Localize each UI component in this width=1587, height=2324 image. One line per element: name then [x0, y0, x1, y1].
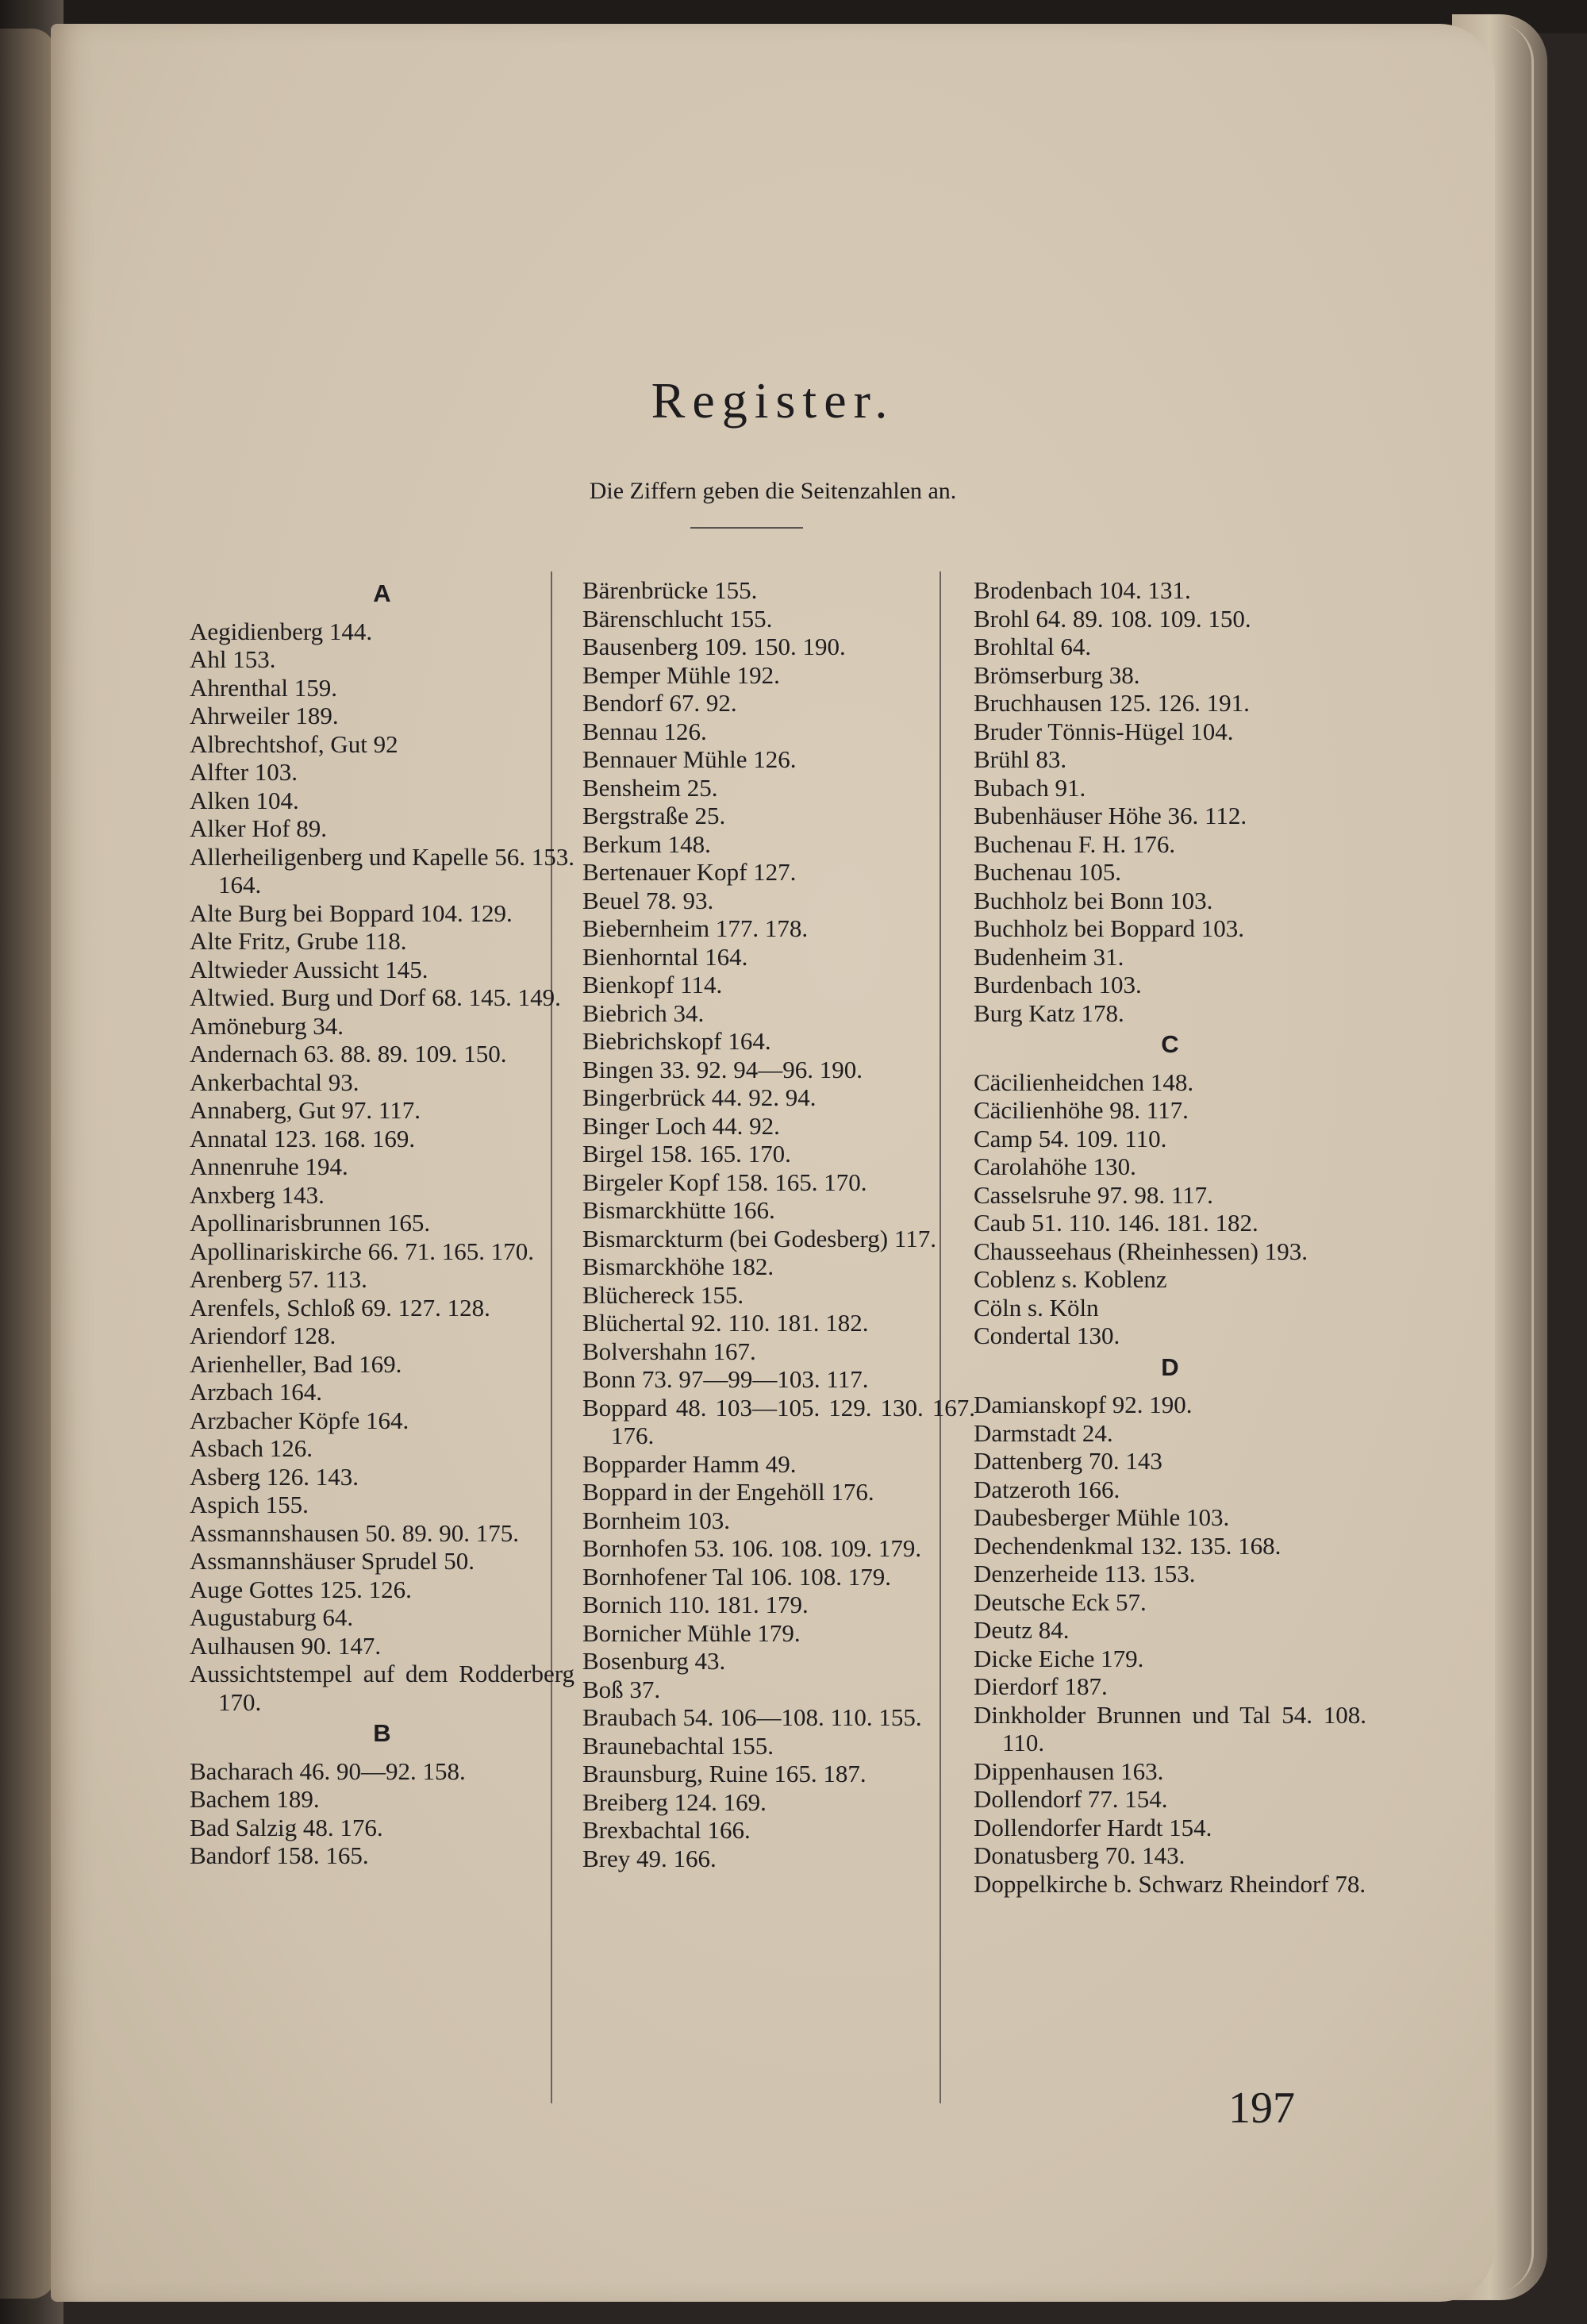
index-entry: Brömserburg 38.: [974, 660, 1140, 689]
index-entry: Boppard 48. 103—105. 129. 130. 167. 176.: [582, 1393, 975, 1449]
index-entry: Buchenau F. H. 176.: [974, 829, 1176, 858]
index-entry: Dinkholder Brunnen und Tal 54. 108. 110.: [974, 1700, 1366, 1756]
index-entry: Aulhausen 90. 147.: [190, 1631, 382, 1660]
index-entry: Brohl 64. 89. 108. 109. 150.: [974, 604, 1251, 633]
index-entry: Cäcilienheidchen 148.: [974, 1068, 1194, 1096]
index-entry: Bendorf 67. 92.: [582, 689, 737, 717]
index-entry: Bacharach 46. 90—92. 158.: [190, 1756, 466, 1785]
index-entry: Bausenberg 109. 150. 190.: [582, 633, 846, 660]
index-entry: Dechendenkmal 132. 135. 168.: [974, 1531, 1282, 1560]
index-entry: Brexbachtal 166.: [582, 1816, 751, 1844]
index-entry: Donatusberg 70. 143.: [974, 1841, 1185, 1869]
index-entry: Biebernheim 177. 178.: [582, 914, 809, 942]
index-column-3: [974, 576, 1366, 1898]
index-entry: Bandorf 158. 165.: [190, 1841, 369, 1869]
index-entry: Camp 54. 109. 110.: [974, 1124, 1167, 1152]
page-number: 197: [1228, 2084, 1295, 2133]
index-entry: Ahrweiler 189.: [190, 702, 339, 729]
index-entry: Alte Fritz, Grube 118.: [190, 927, 407, 955]
index-entry: Burdenbach 103.: [974, 971, 1142, 998]
index-entry: Budenheim 31.: [974, 942, 1124, 971]
index-entry: Brodenbach 104. 131.: [974, 576, 1191, 604]
index-entry: Aegidienberg 144.: [190, 617, 373, 645]
index-entry: Bornheim 103.: [582, 1506, 730, 1534]
index-entry: Bornhofener Tal 106. 108. 179.: [582, 1562, 891, 1591]
index-entry: Alfter 103.: [190, 758, 298, 786]
index-entry: Assmannshausen 50. 89. 90. 175.: [190, 1518, 520, 1547]
index-entry: Brohltal 64.: [974, 633, 1092, 660]
index-entry: Arenfels, Schloß 69. 127. 128.: [190, 1293, 490, 1322]
index-entry: Cäcilienhöhe 98. 117.: [974, 1096, 1189, 1124]
index-entry: Dollendorf 77. 154.: [974, 1785, 1168, 1813]
index-entry: Beuel 78. 93.: [582, 886, 714, 914]
index-entry: Arenberg 57. 113.: [190, 1265, 367, 1293]
index-entry: Albrechtshof, Gut 92: [190, 729, 398, 758]
index-entry: Annenruhe 194.: [190, 1152, 348, 1180]
index-entry: Aussichtstempel auf dem Rodderberg 170.: [190, 1660, 574, 1716]
index-entry: Bubach 91.: [974, 773, 1086, 802]
index-entry: Asberg 126. 143.: [190, 1462, 359, 1491]
index-entry: Boß 37.: [582, 1675, 661, 1703]
index-entry: Buchholz bei Boppard 103.: [974, 914, 1244, 942]
index-entry: Coblenz s. Koblenz: [974, 1265, 1167, 1293]
index-entry: Bingen 33. 92. 94—96. 190.: [582, 1055, 863, 1083]
index-entry: Altwieder Aussicht 145.: [190, 955, 428, 983]
index-entry: Bienhorntal 164.: [582, 942, 748, 971]
index-entry: Braubach 54. 106—108. 110. 155.: [582, 1703, 922, 1731]
index-entry: Bosenburg 43.: [582, 1647, 726, 1675]
index-entry: Bingerbrück 44. 92. 94.: [582, 1083, 817, 1111]
index-entry: Ahrenthal 159.: [190, 673, 337, 702]
index-entry: Bismarckhütte 166.: [582, 1196, 775, 1224]
index-entry: Blüchereck 155.: [582, 1280, 744, 1309]
index-entry: Darmstadt 24.: [974, 1418, 1113, 1447]
index-entry: Chausseehaus (Rheinhessen) 193.: [974, 1237, 1308, 1265]
book-page: [51, 24, 1495, 2302]
index-entry: Braunsburg, Ruine 165. 187.: [582, 1760, 867, 1787]
index-entry: Denzerheide 113. 153.: [974, 1560, 1196, 1587]
index-entry: Braunebachtal 155.: [582, 1731, 774, 1760]
index-entry: Alker Hof 89.: [190, 814, 328, 842]
index-entry: Bismarckhöhe 182.: [582, 1252, 774, 1280]
index-entry: Bennauer Mühle 126.: [582, 745, 797, 773]
index-entry: Bornich 110. 181. 179.: [582, 1591, 809, 1618]
index-entry: Ahl 153.: [190, 645, 276, 673]
index-entry: Boppard in der Engehöll 176.: [582, 1478, 874, 1506]
section-letter: D: [1161, 1352, 1179, 1381]
page-subtitle: Die Ziffern geben die Seitenzahlen an.: [589, 478, 957, 504]
index-entry: Bärenschlucht 155.: [582, 604, 773, 633]
index-entry: Bensheim 25.: [582, 773, 718, 802]
index-entry: Amöneburg 34.: [190, 1011, 344, 1040]
index-entry: Alken 104.: [190, 786, 299, 814]
index-entry: Datzeroth 166.: [974, 1475, 1120, 1503]
index-entry: Bergstraße 25.: [582, 802, 726, 829]
index-entry: Anxberg 143.: [190, 1180, 325, 1209]
index-entry: Allerheiligenberg und Kapelle 56. 153. 164.: [190, 842, 574, 898]
index-entry: Bemper Mühle 192.: [582, 660, 780, 689]
index-entry: Biebrich 34.: [582, 998, 705, 1027]
index-entry: Condertal 130.: [974, 1322, 1120, 1349]
index-entry: Bubenhäuser Höhe 36. 112.: [974, 802, 1247, 829]
index-entry: Biebrichskopf 164.: [582, 1027, 771, 1055]
index-entry: Aspich 155.: [190, 1491, 309, 1518]
index-entry: Bolvershahn 167.: [582, 1337, 756, 1365]
index-entry: Bachem 189.: [190, 1785, 320, 1813]
index-entry: Doppelkirche b. Schwarz Rheindorf 78.: [974, 1869, 1366, 1898]
index-entry: Auge Gottes 125. 126.: [190, 1575, 412, 1603]
index-entry: Daubesberger Mühle 103.: [974, 1503, 1230, 1531]
index-entry: Bismarckturm (bei Godesberg) 117.: [582, 1224, 936, 1252]
index-entry: Bertenauer Kopf 127.: [582, 858, 797, 886]
index-entry: Arzbacher Köpfe 164.: [190, 1406, 409, 1434]
section-letter: C: [1161, 1030, 1179, 1058]
index-entry: Dollendorfer Hardt 154.: [974, 1813, 1212, 1841]
index-entry: Apollinarisbrunnen 165.: [190, 1209, 431, 1237]
index-entry: Bienkopf 114.: [582, 971, 723, 998]
index-entry: Arienheller, Bad 169.: [190, 1349, 402, 1378]
index-entry: Deutz 84.: [974, 1616, 1070, 1644]
index-entry: Bruchhausen 125. 126. 191.: [974, 689, 1250, 717]
index-entry: Bärenbrücke 155.: [582, 576, 758, 604]
index-column-2: [582, 576, 975, 1872]
index-column-1: [190, 576, 574, 1870]
index-entry: Alte Burg bei Boppard 104. 129.: [190, 898, 513, 927]
index-entry: Augustaburg 64.: [190, 1603, 354, 1631]
index-entry: Brey 49. 166.: [582, 1844, 717, 1872]
index-entry: Bruder Tönnis-Hügel 104.: [974, 717, 1234, 745]
index-entry: Dattenberg 70. 143: [974, 1447, 1162, 1475]
index-entry: Dierdorf 187.: [974, 1672, 1108, 1700]
index-entry: Caub 51. 110. 146. 181. 182.: [974, 1209, 1258, 1237]
index-entry: Apollinariskirche 66. 71. 165. 170.: [190, 1237, 534, 1265]
index-entry: Buchholz bei Bonn 103.: [974, 886, 1213, 914]
index-entry: Birgeler Kopf 158. 165. 170.: [582, 1168, 867, 1196]
section-letter: B: [373, 1719, 391, 1747]
index-entry: Bopparder Hamm 49.: [582, 1449, 797, 1478]
index-entry: Birgel 158. 165. 170.: [582, 1140, 791, 1168]
index-entry: Annatal 123. 168. 169.: [190, 1124, 416, 1152]
index-entry: Damianskopf 92. 190.: [974, 1391, 1193, 1418]
index-entry: Bornicher Mühle 179.: [582, 1618, 801, 1647]
index-entry: Arzbach 164.: [190, 1378, 322, 1406]
title-rule: [690, 527, 803, 529]
index-entry: Brühl 83.: [974, 745, 1067, 773]
index-entry: Bornhofen 53. 106. 108. 109. 179.: [582, 1534, 922, 1562]
index-entry: Ankerbachtal 93.: [190, 1068, 359, 1096]
index-entry: Blüchertal 92. 110. 181. 182.: [582, 1309, 869, 1337]
index-entry: Annaberg, Gut 97. 117.: [190, 1096, 421, 1124]
index-entry: Breiberg 124. 169.: [582, 1787, 767, 1816]
index-entry: Cöln s. Köln: [974, 1293, 1099, 1322]
index-entry: Binger Loch 44. 92.: [582, 1111, 780, 1140]
page-title: Register.: [651, 372, 895, 429]
previous-page-edge: [0, 29, 56, 2299]
index-entry: Burg Katz 178.: [974, 998, 1124, 1027]
index-entry: Casselsruhe 97. 98. 117.: [974, 1180, 1213, 1209]
index-entry: Carolahöhe 130.: [974, 1152, 1136, 1180]
index-entry: Dicke Eiche 179.: [974, 1644, 1144, 1672]
index-entry: Berkum 148.: [582, 829, 711, 858]
index-entry: Assmannshäuser Sprudel 50.: [190, 1547, 475, 1575]
index-entry: Bad Salzig 48. 176.: [190, 1813, 383, 1841]
index-entry: Deutsche Eck 57.: [974, 1587, 1147, 1616]
index-entry: Buchenau 105.: [974, 858, 1121, 886]
index-entry: Ariendorf 128.: [190, 1322, 336, 1349]
index-entry: Bennau 126.: [582, 717, 707, 745]
section-letter: A: [373, 579, 391, 607]
index-entry: Andernach 63. 88. 89. 109. 150.: [190, 1040, 507, 1068]
index-entry: Bonn 73. 97—99—103. 117.: [582, 1365, 869, 1393]
index-entry: Dippenhausen 163.: [974, 1756, 1164, 1785]
index-entry: Altwied. Burg und Dorf 68. 145. 149.: [190, 983, 561, 1011]
index-entry: Asbach 126.: [190, 1434, 313, 1462]
